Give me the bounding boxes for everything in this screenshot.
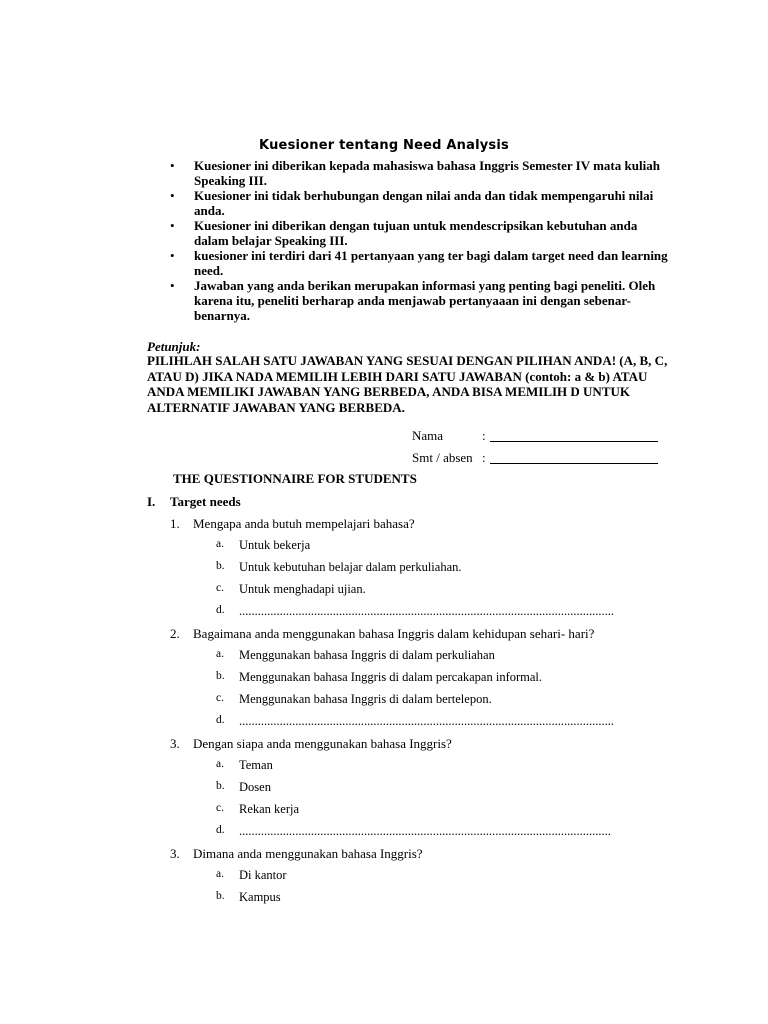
- question-text: Bagaimana anda menggunakan bahasa Inggris dalam kehidupan sehari- hari?: [193, 626, 595, 641]
- bullet-icon: •: [170, 218, 175, 233]
- questionnaire-title: THE QUESTIONNAIRE FOR STUDENTS: [173, 471, 417, 486]
- intro-bullet-list: [170, 158, 670, 323]
- question-number: 1.: [170, 516, 180, 531]
- bullet-item: • kuesioner ini terdiri dari 41 pertanyaan yang ter bagi dalam target need dan learning need.: [170, 248, 668, 278]
- question-text: Dengan siapa anda menggunakan bahasa Inggris?: [193, 736, 452, 751]
- document-title: Kuesioner tentang Need Analysis: [259, 138, 509, 153]
- section-number: I.: [147, 494, 156, 509]
- instructions-text: PILIHLAH SALAH SATU JAWABAN YANG SESUAI DENGAN PILIHAN ANDA! (A, B, C, ATAU D) JIKA NADA MEMILIH LEBIH DARI SATU JAWABAN (contoh: a & b) ATAU ANDA MEMILIKI JAWABAN YANG BERBEDA, ANDA BISA MEMILIH D UNTUK ALTERNATIF JAWABAN YANG BERBEDA.: [147, 353, 668, 415]
- question-number: 2.: [170, 626, 180, 641]
- question-text: Dimana anda menggunakan bahasa Inggris?: [193, 846, 423, 861]
- document-page: Kuesioner tentang Need Analysis • Kuesioner ini diberikan kepada mahasiswa bahasa Inggris Semester IV mata kuliah Speaking III. • Kuesioner ini tidak berhubungan dengan nilai anda dan tidak mempengaruhi nilai anda. • Kuesioner ini diberikan dengan tujuan untuk mendescripsikan kebutuhan anda dalam belajar Speaking III. • kuesioner ini terdiri dari 41 pertanyaan yang ter bagi dalam target need dan learning need. • Jawaban yang anda berikan merupakan informasi yang penting bagi peneliti. Oleh karena itu, peneliti berharap anda menjawab pertanyaaan ini dengan sebenar- benarnya. Petunjuk: PILIHLAH SALAH SATU JAWABAN YANG SESUAI DENGAN PILIHAN ANDA! (A, B, C, ATAU D) JIKA NADA MEMILIH LEBIH DARI SATU JAWABAN (contoh: a & b) ATAU ANDA MEMILIKI JAWABAN YANG BERBEDA, ANDA BISA MEMILIH D UNTUK ALTERNATIF JAWABAN YANG BERBEDA. Nama : Smt / absen : THE QUESTIONNAIRE FOR STUDENTS I. Target needs 1. Mengapa anda butuh mempelajari bahasa? a. Untuk bekerja b. Untuk kebutuhan belajar dalam perkuliahan. c. Untuk menghadapi ujian. d. ........................................................................................................................ 2. Bagaimana anda menggunakan bahasa Inggris dalam kehidupan sehari- hari? a. Menggunakan bahasa Inggris di dalam perkuliahan b. Menggunakan bahasa Inggris di dalam percakapan informal. c. Menggunakan bahasa Inggris di dalam bertelepon. d. ........................................................................................................................ 3. Dengan siapa anda menggunakan bahasa Inggris? a. Teman b. Dosen c. Rekan kerja d. ....................................................................................................................... 3. Dimana anda menggunakan bahasa Inggris? a. Di kantor b. Kampus: [0, 0, 768, 1024]
- smt-absen-input-line[interactable]: [490, 463, 658, 464]
- nama-label: Nama: [412, 428, 444, 443]
- bullet-item: • Kuesioner ini diberikan kepada mahasiswa bahasa Inggris Semester IV mata kuliah Speaking III.: [170, 158, 660, 188]
- instructions-label: Petunjuk:: [147, 339, 201, 354]
- bullet-icon: •: [170, 278, 175, 293]
- field-colon: :: [482, 450, 486, 465]
- bullet-icon: •: [170, 248, 175, 263]
- nama-input-line[interactable]: [490, 441, 658, 442]
- bullet-icon: •: [170, 158, 175, 173]
- question-text: Mengapa anda butuh mempelajari bahasa?: [193, 516, 415, 531]
- question-number: 3.: [170, 846, 180, 861]
- answer-blank-line[interactable]: ........................................................................................................................: [239, 714, 614, 728]
- question-number: 3.: [170, 736, 180, 751]
- bullet-item: • Kuesioner ini diberikan dengan tujuan untuk mendescripsikan kebutuhan anda dalam belajar Speaking III.: [170, 218, 638, 248]
- answer-blank-line[interactable]: .......................................................................................................................: [239, 824, 611, 838]
- field-colon: :: [482, 428, 486, 443]
- answer-blank-line[interactable]: ........................................................................................................................: [239, 604, 614, 618]
- bullet-item: • Jawaban yang anda berikan merupakan informasi yang penting bagi peneliti. Oleh karena itu, peneliti berharap anda menjawab pertanyaaan ini dengan sebenar- benarnya.: [170, 278, 656, 323]
- bullet-item: • Kuesioner ini tidak berhubungan dengan nilai anda dan tidak mempengaruhi nilai anda.: [170, 188, 654, 218]
- section-label: Target needs: [170, 494, 241, 509]
- bullet-icon: •: [170, 188, 175, 203]
- smt-absen-label: Smt / absen: [412, 450, 473, 465]
